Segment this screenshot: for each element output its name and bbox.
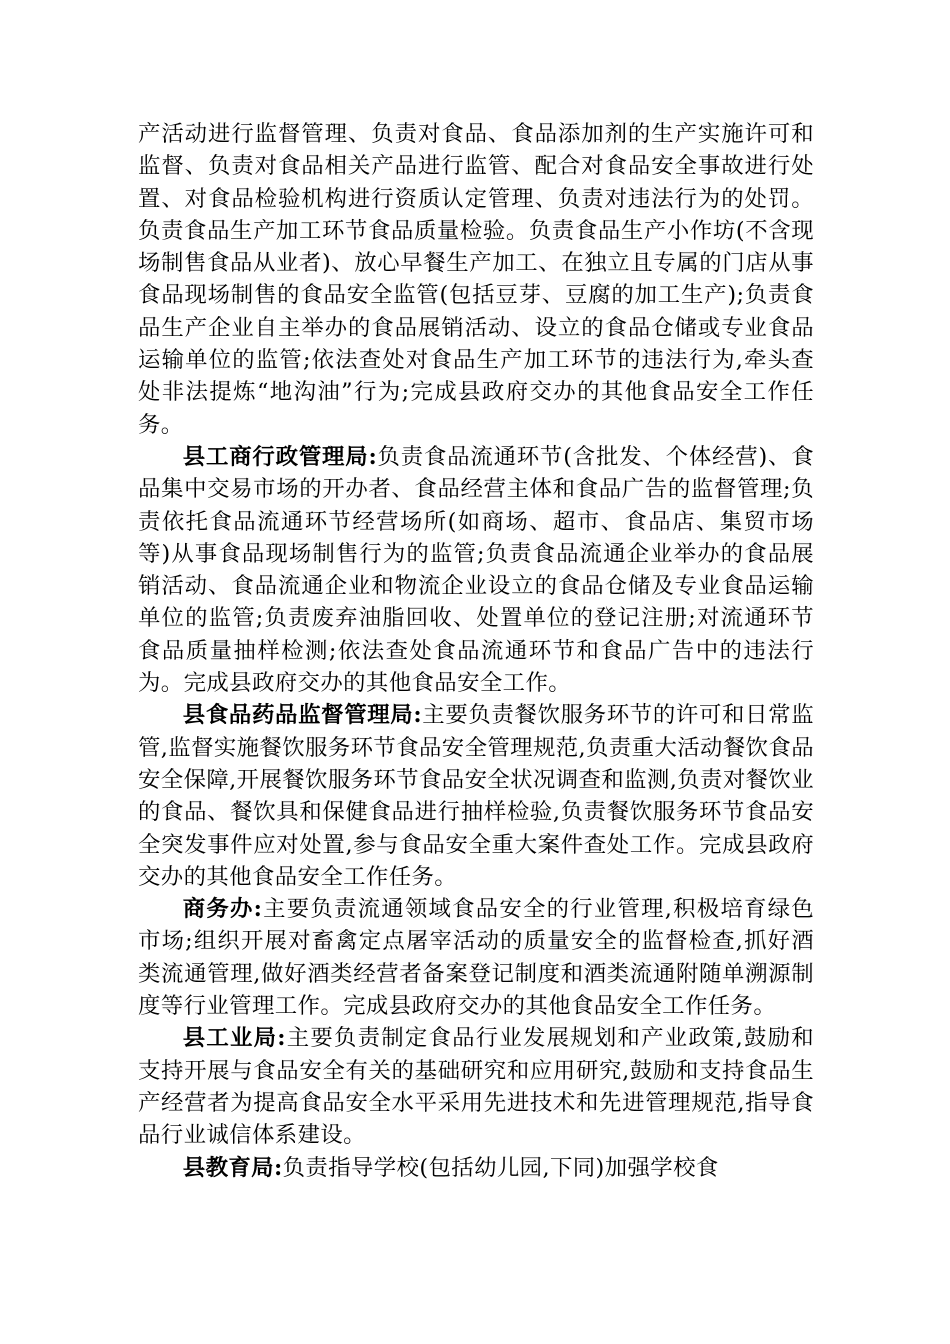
- paragraph-industry-bureau: [138, 1022, 814, 1151]
- paragraph-text: 主要负责流通领域食品安全的行业管理,积极培育绿色市场;组织开展对畜禽定点屠宰活动的质量安全的监督检查,抓好酒类流通管理,做好酒类经营者备案登记制度和酒类流通附随单溯源制度等行业管理工作。完成县政府交办的其他食品安全工作任务。: [138, 896, 815, 1020]
- department-name: 县工业局:: [182, 1025, 286, 1052]
- paragraph-text: 负责指导学校(包括幼儿园,下同)加强学校食: [282, 1154, 719, 1181]
- document-page: [138, 118, 814, 1184]
- paragraph-text: 主要负责制定食品行业发展规划和产业政策,鼓励和支持开展与食品安全有关的基础研究和应用研究,鼓励和支持食品生产经营者为提高食品安全水平采用先进技术和先进管理规范,指导食品行业诚信体系建设。: [138, 1025, 814, 1149]
- department-name: 县食品药品监督管理局:: [182, 702, 423, 729]
- department-name: 县教育局:: [182, 1154, 283, 1181]
- paragraph-food-drug-bureau: [138, 699, 814, 893]
- paragraph-industry-commerce-bureau: [138, 441, 814, 699]
- paragraph-food-production: [138, 118, 814, 441]
- paragraph-education-bureau: [138, 1152, 814, 1184]
- department-name: 商务办:: [182, 896, 263, 923]
- paragraph-commerce-office: [138, 893, 814, 1022]
- department-name: 县工商行政管理局:: [182, 443, 378, 470]
- paragraph-text: 负责食品流通环节(含批发、个体经营)、食品集中交易市场的开办者、食品经营主体和食品广告的监督管理;负责依托食品流通环节经营场所(如商场、超市、食品店、集贸市场等)从事食品现场制售行为的监管;负责食品流通企业举办的食品展销活动、食品流通企业和物流企业设立的食品仓储及专业食品运输单位的监管;负责废弃油脂回收、处置单位的登记注册;对流通环节食品质量抽样检测;依法查处食品流通环节和食品广告中的违法行为。完成县政府交办的其他食品安全工作。: [138, 443, 814, 697]
- paragraph-text: 产活动进行监督管理、负责对食品、食品添加剂的生产实施许可和监督、负责对食品相关产品进行监管、配合对食品安全事故进行处置、对食品检验机构进行资质认定管理、负责对违法行为的处罚。负责食品生产加工环节食品质量检验。负责食品生产小作坊(不含现场制售食品从业者)、放心早餐生产加工、在独立且专属的门店从事食品现场制售的食品安全监管(包括豆芽、豆腐的加工生产);负责食品生产企业自主举办的食品展销活动、设立的食品仓储或专业食品运输单位的监管;依法查处对食品生产加工环节的违法行为,牵头查处非法提炼“地沟油”行为;完成县政府交办的其他食品安全工作任务。: [138, 121, 814, 438]
- paragraph-text: 主要负责餐饮服务环节的许可和日常监管,监督实施餐饮服务环节食品安全管理规范,负责重大活动餐饮食品安全保障,开展餐饮服务环节食品安全状况调查和监测,负责对餐饮业的食品、餐饮具和保健食品进行抽样检验,负责餐饮服务环节食品安全突发事件应对处置,参与食品安全重大案件查处工作。完成县政府交办的其他食品安全工作任务。: [138, 702, 814, 890]
